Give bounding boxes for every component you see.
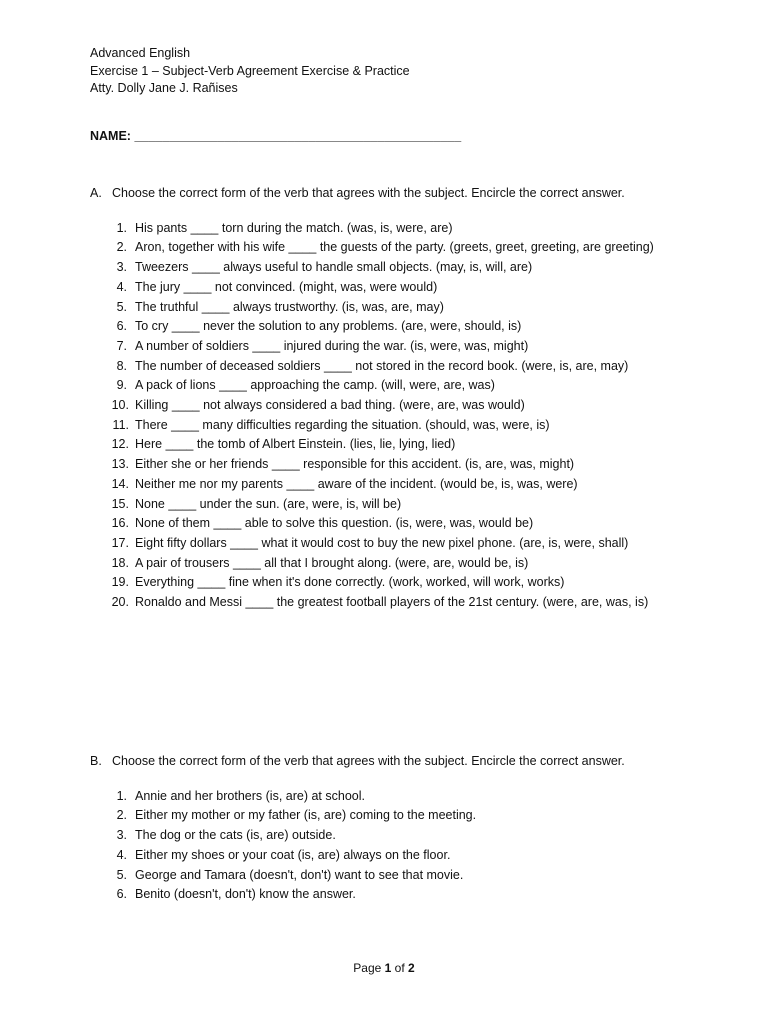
question-number: 11.	[112, 417, 129, 432]
question-number: 2.	[116, 240, 127, 255]
question-number: 2.	[116, 808, 127, 823]
question-item	[90, 593, 690, 613]
section-a	[90, 184, 690, 613]
section-b-question-list	[90, 787, 690, 905]
question-item	[90, 337, 690, 357]
question-text: Aron, together with his wife ____ the guests of the party. (greets, greet, greeting, are greeting)	[135, 240, 654, 255]
question-number: 15.	[111, 496, 129, 511]
question-number: 16.	[111, 516, 129, 531]
question-text: Neither me nor my parents ____ aware of the incident. (would be, is, was, were)	[135, 476, 578, 491]
question-item	[90, 317, 690, 337]
question-number: 6.	[116, 887, 127, 902]
question-text: The dog or the cats (is, are) outside.	[135, 828, 336, 843]
question-number: 6.	[116, 319, 127, 334]
question-item	[90, 258, 690, 278]
question-text: Ronaldo and Messi ____ the greatest football players of the 21st century. (were, are, was, is)	[135, 595, 649, 610]
question-text: The number of deceased soldiers ____ not stored in the record book. (were, is, are, may)	[135, 358, 629, 373]
question-item	[90, 495, 690, 515]
question-text: Either my shoes or your coat (is, are) always on the floor.	[135, 847, 451, 862]
question-item	[90, 416, 690, 436]
question-item	[90, 376, 690, 396]
question-number: 4.	[116, 847, 127, 862]
question-text: Either my mother or my father (is, are) coming to the meeting.	[135, 808, 477, 823]
page-footer	[0, 961, 768, 975]
question-item	[90, 826, 690, 846]
question-text: None of them ____ able to solve this question. (is, were, was, would be)	[135, 516, 534, 531]
question-number: 5.	[116, 867, 127, 882]
question-item	[90, 787, 690, 807]
section-b-letter: B.	[90, 754, 102, 768]
footer-page-number: 1	[384, 961, 392, 975]
question-text: Either she or her friends ____ responsible for this accident. (is, are, was, might)	[135, 457, 575, 472]
exercise-title: Exercise 1 – Subject-Verb Agreement Exercise & Practice	[90, 63, 410, 78]
question-number: 5.	[116, 299, 127, 314]
question-item	[90, 534, 690, 554]
question-text: Tweezers ____ always useful to handle small objects. (may, is, will, are)	[135, 260, 533, 275]
question-number: 12.	[111, 437, 129, 452]
question-number: 19.	[111, 575, 129, 590]
question-text: There ____ many difficulties regarding the situation. (should, was, were, is)	[135, 417, 550, 432]
question-text: Benito (doesn't, don't) know the answer.	[135, 887, 356, 902]
question-item	[90, 278, 690, 298]
question-item	[90, 846, 690, 866]
section-a-question-list	[90, 219, 690, 613]
footer-page-total: 2	[408, 961, 415, 975]
question-item	[90, 219, 690, 239]
author-name: Atty. Dolly Jane J. Rañises	[90, 81, 238, 95]
question-number: 4.	[116, 279, 127, 294]
question-item	[90, 357, 690, 377]
question-text: A number of soldiers ____ injured during the war. (is, were, was, might)	[135, 338, 529, 353]
question-item	[90, 435, 690, 455]
question-text: The jury ____ not convinced. (might, was, were would)	[135, 279, 438, 294]
question-item	[90, 806, 690, 826]
question-text: His pants ____ torn during the match. (was, is, were, are)	[135, 220, 453, 235]
question-item	[90, 238, 690, 258]
section-b	[90, 752, 690, 905]
question-number: 13.	[111, 457, 129, 472]
question-number: 1.	[116, 220, 127, 235]
footer-of-word: of	[394, 961, 405, 975]
question-item	[90, 573, 690, 593]
section-b-instruction: Choose the correct form of the verb that agrees with the subject. Encircle the correct answer.	[112, 754, 625, 768]
question-item	[90, 455, 690, 475]
question-text: A pack of lions ____ approaching the camp. (will, were, are, was)	[135, 378, 495, 393]
question-text: Everything ____ fine when it's done correctly. (work, worked, will work, works)	[135, 575, 565, 590]
question-number: 3.	[116, 260, 127, 275]
question-text: Killing ____ not always considered a bad thing. (were, are, was would)	[135, 398, 525, 413]
question-number: 1.	[116, 788, 127, 803]
question-number: 17.	[111, 535, 129, 550]
question-number: 20.	[111, 595, 129, 610]
question-item	[90, 475, 690, 495]
question-number: 3.	[116, 828, 127, 843]
question-text: Eight fifty dollars ____ what it would cost to buy the new pixel phone. (are, is, were, shall)	[135, 535, 629, 550]
section-a-heading	[90, 184, 690, 204]
question-item	[90, 396, 690, 416]
question-number: 8.	[116, 358, 127, 373]
question-item	[90, 554, 690, 574]
question-item	[90, 885, 690, 905]
document-header	[90, 45, 410, 98]
question-text: Annie and her brothers (is, are) at school.	[135, 788, 365, 803]
question-number: 7.	[116, 338, 127, 353]
question-text: To cry ____ never the solution to any problems. (are, were, should, is)	[135, 319, 522, 334]
course-title: Advanced English	[90, 46, 191, 60]
question-number: 9.	[116, 378, 127, 393]
section-a-instruction: Choose the correct form of the verb that agrees with the subject. Encircle the correct answer.	[112, 186, 625, 200]
question-item	[90, 298, 690, 318]
question-text: George and Tamara (doesn't, don't) want to see that movie.	[135, 867, 464, 882]
question-number: 18.	[111, 555, 129, 570]
question-item	[90, 514, 690, 534]
question-text: A pair of trousers ____ all that I brought along. (were, are, would be, is)	[135, 555, 529, 570]
footer-page-word: Page	[353, 961, 382, 975]
question-text: None ____ under the sun. (are, were, is, will be)	[135, 496, 402, 511]
name-field-line: NAME: _______________________________________________	[90, 129, 462, 143]
question-number: 10.	[111, 398, 129, 413]
question-text: The truthful ____ always trustworthy. (is, was, are, may)	[135, 299, 444, 314]
section-b-heading	[90, 752, 690, 772]
section-a-letter: A.	[90, 186, 102, 200]
question-number: 14.	[111, 476, 129, 491]
question-item	[90, 866, 690, 886]
question-text: Here ____ the tomb of Albert Einstein. (lies, lie, lying, lied)	[135, 437, 456, 452]
